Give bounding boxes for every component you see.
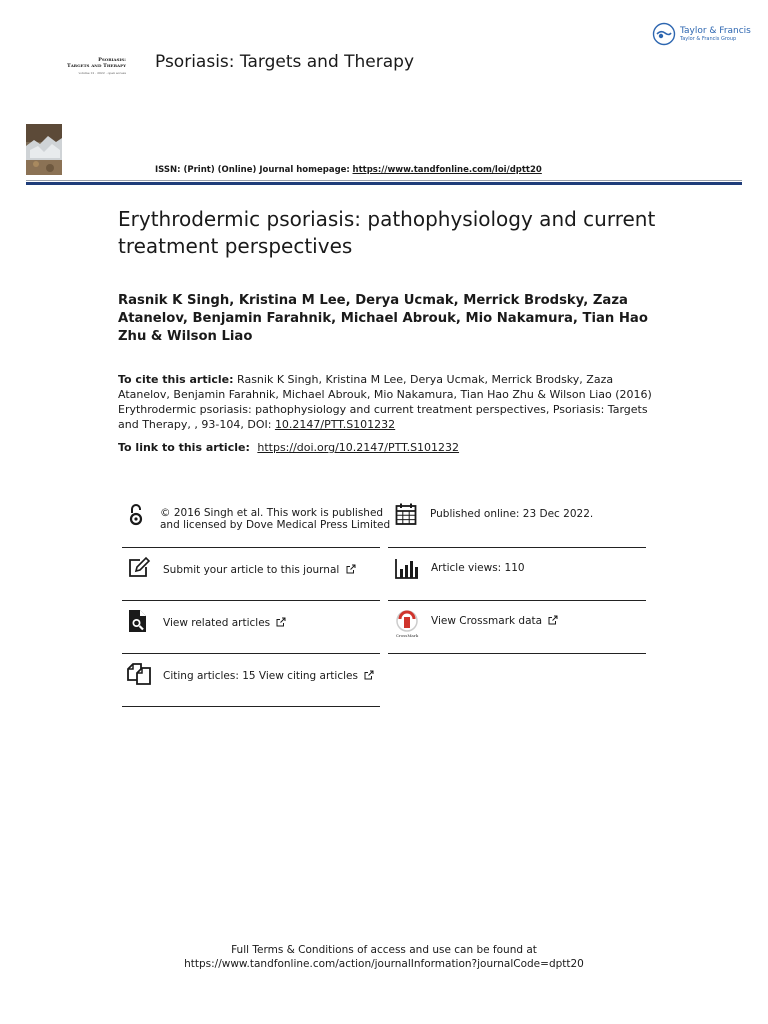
edit-icon — [127, 556, 151, 580]
issn-prefix: ISSN: (Print) (Online) Journal homepage: — [155, 165, 350, 175]
divider — [388, 600, 646, 601]
journal-title: Psoriasis: Targets and Therapy — [155, 52, 415, 72]
cover-title-line2: Targets and Therapy — [66, 62, 126, 69]
article-authors: Rasnik K Singh, Kristina M Lee, Derya Ucmak, Merrick Brodsky, Zaza Atanelov, Benjamin Farahnik, Michael Abrouk, Mio Nakamura, Tian Hao Zhu & Wilson Liao — [118, 293, 648, 344]
divider — [122, 706, 380, 707]
search-document-icon — [127, 609, 151, 633]
external-link-icon — [364, 670, 374, 680]
issn-line — [155, 165, 542, 175]
article-views-cell — [395, 556, 525, 580]
journal-homepage-link[interactable]: https://www.tandfonline.com/loi/dptt20 — [352, 165, 542, 175]
citing-articles-link[interactable]: Citing articles: 15 View citing articles — [163, 670, 358, 682]
journal-cover-image — [26, 124, 62, 175]
external-link-icon — [276, 617, 286, 627]
open-access-icon — [124, 502, 148, 526]
copy-documents-icon — [127, 662, 151, 686]
crossmark-icon-label: CrossMark — [395, 633, 419, 638]
citation-doi-link[interactable]: 10.2147/PTT.S101232 — [274, 418, 396, 431]
article-link-line — [118, 441, 459, 454]
publisher-logo[interactable] — [652, 22, 751, 46]
footer-terms-line: Full Terms & Conditions of access and use can be found at — [231, 944, 537, 956]
license-line2: and licensed by Dove Medical Press Limited — [160, 519, 391, 531]
submit-article-cell[interactable] — [127, 556, 356, 580]
citation-label: To cite this article: — [118, 373, 234, 386]
footer-terms-url[interactable]: https://www.tandfonline.com/action/journalInformation?journalCode=dptt20 — [184, 958, 584, 970]
cover-title-line3: volume 12 · 2022 · open access — [78, 70, 126, 75]
external-link-icon — [346, 564, 356, 574]
article-views: Article views: 110 — [431, 562, 525, 574]
divider — [122, 600, 380, 601]
citation — [118, 372, 663, 432]
related-articles-link[interactable]: View related articles — [163, 617, 271, 629]
taylor-francis-icon — [652, 22, 676, 46]
divider — [122, 547, 380, 548]
external-link-icon — [548, 615, 558, 625]
footer — [0, 943, 768, 971]
published-date: Published online: 23 Dec 2022. — [430, 508, 594, 520]
crossmark-icon — [395, 609, 419, 638]
submit-article-link[interactable]: Submit your article to this journal — [163, 564, 340, 576]
citing-articles-cell[interactable] — [127, 662, 374, 686]
publisher-subtitle: Taylor & Francis Group — [680, 35, 737, 42]
journal-cover-logo — [52, 58, 128, 75]
related-articles-cell[interactable] — [127, 609, 286, 633]
article-link-label: To link to this article: — [118, 441, 250, 454]
header-rule — [26, 180, 742, 181]
article-doi-link[interactable]: https://doi.org/10.2147/PTT.S101232 — [257, 441, 460, 454]
published-cell — [394, 502, 593, 526]
crossmark-cell[interactable] — [395, 609, 558, 638]
crossmark-link[interactable]: View Crossmark data — [431, 615, 543, 627]
license-line1: © 2016 Singh et al. This work is published — [160, 507, 384, 519]
divider — [388, 653, 646, 654]
publisher-name: Taylor & Francis — [680, 25, 751, 36]
cover-title-line1: Psoriasis: — [98, 57, 126, 63]
bar-chart-icon — [395, 556, 419, 580]
citation-text: Rasnik K Singh, Kristina M Lee, Derya Ucmak, Merrick Brodsky, Zaza Atanelov, Benjamin Farahnik, Michael Abrouk, Mio Nakamura, Tian Hao Zhu & Wilson Liao (2016) Erythrodermic psoriasis: pathophysiology and current treatment perspectives, Psoriasis: Targets and Therapy, , 93-104, DOI: — [118, 373, 652, 431]
divider — [388, 547, 646, 548]
calendar-icon — [394, 502, 418, 526]
header-blue-bar — [26, 182, 742, 185]
license-cell — [124, 502, 390, 531]
divider — [122, 653, 380, 654]
article-title: Erythrodermic psoriasis: pathophysiology and current treatment perspectives — [118, 207, 656, 258]
